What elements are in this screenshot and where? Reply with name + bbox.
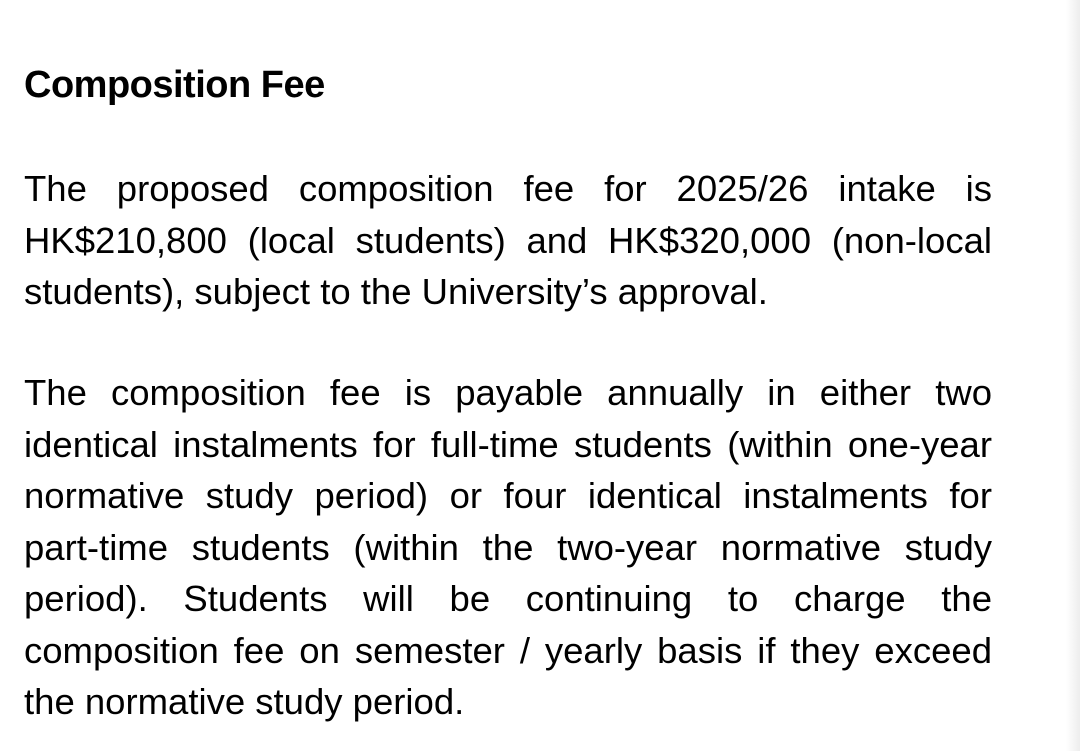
- payment-terms-paragraph: [24, 367, 992, 728]
- page-edge-shadow: [1066, 0, 1080, 751]
- text-line: period). Students will be continuing to charge the: [24, 578, 992, 619]
- text-line: The proposed composition fee for 2025/26 intake is: [24, 168, 992, 209]
- text-line: students), subject to the University’s approval.: [24, 271, 768, 312]
- text-line: The composition fee is payable annually in either two: [24, 372, 992, 413]
- text-line: composition fee on semester / yearly basis if they exceed: [24, 629, 992, 671]
- section-heading: Composition Fee: [24, 64, 325, 106]
- fee-amount-paragraph: [24, 163, 992, 318]
- text-line: part-time students (within the two-year normative study: [24, 526, 992, 568]
- text-line: normative study period) or four identical instalments for: [24, 475, 992, 516]
- text-line: the normative study period.: [24, 681, 465, 722]
- text-line: identical instalments for full-time students (within one-year: [24, 423, 992, 465]
- text-line: HK$210,800 (local students) and HK$320,000 (non-local: [24, 219, 992, 261]
